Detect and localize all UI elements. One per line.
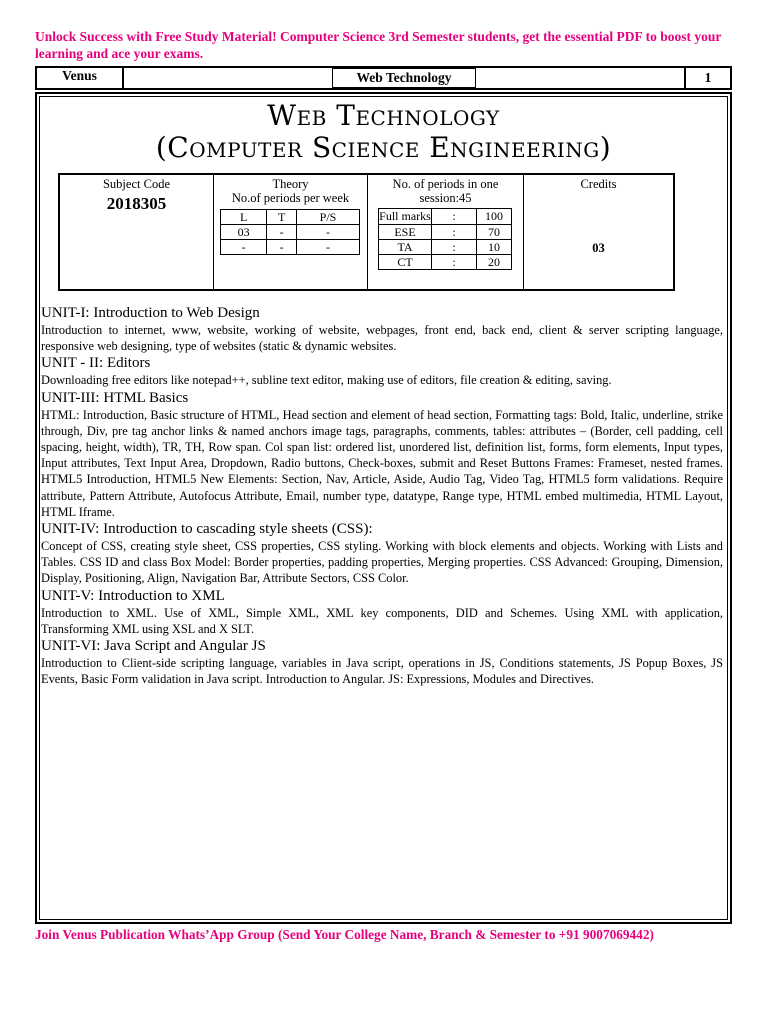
unit-description: Introduction to XML. Use of XML, Simple XML, XML key components, DID and Schemes. Using XML with application, Transforming XML using XSL and X SLT. (41, 605, 723, 636)
ltp-cell: 03 (221, 225, 267, 240)
theory-cell (214, 175, 368, 289)
unit-description: Introduction to Client-side scripting language, variables in Java script, operations in JS, Conditions statements, JS Popup Boxes, JS Events, Basic Form validation in Java script. Introduction to Angular. JS: Expressions, Modules and Directives. (41, 656, 723, 687)
unit-number: UNIT-III: (41, 389, 104, 406)
page-number: 1 (684, 68, 730, 88)
unit-heading (41, 389, 723, 407)
marks-row (379, 255, 512, 270)
marks-key: ESE (379, 225, 432, 240)
footer-banner: Join Venus Publication Whats’App Group (Send Your College Name, Branch & Semester to +91 9007069442) (35, 927, 654, 942)
unit-heading (41, 520, 723, 538)
unit-title: Introduction to XML (98, 587, 225, 604)
unit-heading (41, 587, 723, 605)
credits-cell (524, 175, 673, 289)
unit-number: UNIT-V: (41, 587, 99, 604)
unit-title: HTML Basics (103, 389, 189, 406)
unit-heading (41, 354, 723, 372)
unit-section (41, 520, 723, 587)
ltp-header: T (267, 210, 297, 225)
unit-section (41, 587, 723, 637)
unit-description: Downloading free editors like notepad++, subline text editor, making use of editors, file creation & editing, saving. (41, 373, 612, 388)
ltp-cell: - (267, 225, 297, 240)
marks-row (379, 209, 512, 225)
ltp-header: L (221, 210, 267, 225)
title-line-1: Web Technology (267, 99, 500, 132)
subject-table (58, 173, 675, 291)
unit-heading (41, 304, 723, 322)
ltp-row (221, 225, 360, 240)
subject-code-cell (60, 175, 214, 289)
unit-title: Introduction to cascading style sheets (CSS): (103, 521, 373, 538)
marks-row (379, 240, 512, 255)
session-cell (368, 175, 524, 289)
unit-section (41, 304, 723, 354)
credits-label: Credits (580, 177, 617, 191)
unit-section (41, 637, 723, 687)
header-title-text: Web Technology (332, 68, 477, 88)
unit-number: UNIT-IV: (41, 521, 104, 538)
unit-description: HTML: Introduction, Basic structure of HTML, Head section and element of head section, Formatting tags: Bold, Italic, underline, strike through, Div, pre tag anchor links & named anchors image tags, paragraphs, comments, tables: attributes – (Border, cell padding, cell spacing, height, width), TR, TH, Row span. Col span list: ordered list, unordered list, definition list, forms, form elements, Input types, Input attributes, Text Input Area, Dropdown, Radio buttons, Check-boxes, submit and Reset Buttons Frames: Frameset, nested frames. HTML5 Introduction, HTML5 New Elements: Section, Nav, Article, Aside, Audio Tag, Video Tag, HTML5 form validations. Require attribute, Pattern Attribute, Autofocus Attribute, Email, number type, datatype, Range type, HTML embed multimedia, HTML Layout, HTML Iframe. (41, 407, 723, 519)
header-title (124, 68, 684, 88)
ltp-table (220, 209, 360, 255)
syllabus-units (41, 304, 723, 687)
marks-sep: : (432, 209, 477, 225)
theory-label: Theory (272, 177, 309, 191)
page-header (35, 66, 732, 90)
unit-number: UNIT - II: (41, 355, 107, 372)
promo-banner: Unlock Success with Free Study Material! Computer Science 3rd Semester students, get the essential PDF to boost your learning and ace your exams. (35, 29, 722, 61)
marks-sep: : (432, 225, 477, 240)
unit-description: Introduction to internet, www, website, working of website, webpages, front end, back end, client & server scripting language, responsive web designing, type of websites (static & dynamic websites. (41, 323, 723, 354)
unit-title: Introduction to Web Design (93, 305, 260, 321)
marks-key: Full marks (379, 209, 431, 223)
unit-description: Concept of CSS, creating style sheet, CSS properties, CSS styling. Working with block elements and objects. Working with Lists and Tables. CSS ID and class Box Model: Border properties, padding properties, Merging properties. CSS Advanced: Grouping, Dimension, Display, Positioning, Align, Navigation Bar, Attribute Sectors, CSS Color. (41, 539, 723, 586)
marks-row (379, 225, 512, 240)
marks-value: 100 (477, 209, 512, 225)
ltp-cell: - (267, 240, 297, 255)
session-label: No. of periods in one session:45 (392, 177, 499, 205)
ltp-header: P/S (296, 210, 359, 225)
marks-key: CT (379, 255, 432, 270)
unit-section (41, 389, 723, 520)
ltp-header-row (221, 210, 360, 225)
periods-label: No.of periods per week (231, 191, 350, 205)
subject-code: 2018305 (106, 194, 167, 213)
ltp-row (221, 240, 360, 255)
marks-table (378, 208, 512, 270)
unit-heading (41, 637, 723, 655)
marks-value: 70 (477, 225, 512, 240)
ltp-cell: - (221, 240, 267, 255)
unit-number: UNIT-I: (41, 305, 94, 321)
ltp-cell: - (296, 240, 359, 255)
ltp-cell: - (296, 225, 359, 240)
unit-title: Editors (106, 355, 151, 372)
document-title (39, 100, 728, 164)
marks-value: 10 (477, 240, 512, 255)
marks-sep: : (432, 255, 477, 270)
title-line-2: (Computer Science Engineering) (155, 131, 612, 164)
subject-code-label: Subject Code (102, 177, 170, 191)
unit-section (41, 354, 723, 388)
publisher-name: Venus (37, 68, 124, 88)
credits-value: 03 (592, 241, 605, 255)
unit-number: UNIT-VI: (41, 638, 105, 655)
marks-value: 20 (477, 255, 512, 270)
marks-sep: : (432, 240, 477, 255)
marks-key: TA (379, 240, 432, 255)
unit-title: Java Script and Angular JS (104, 638, 266, 655)
